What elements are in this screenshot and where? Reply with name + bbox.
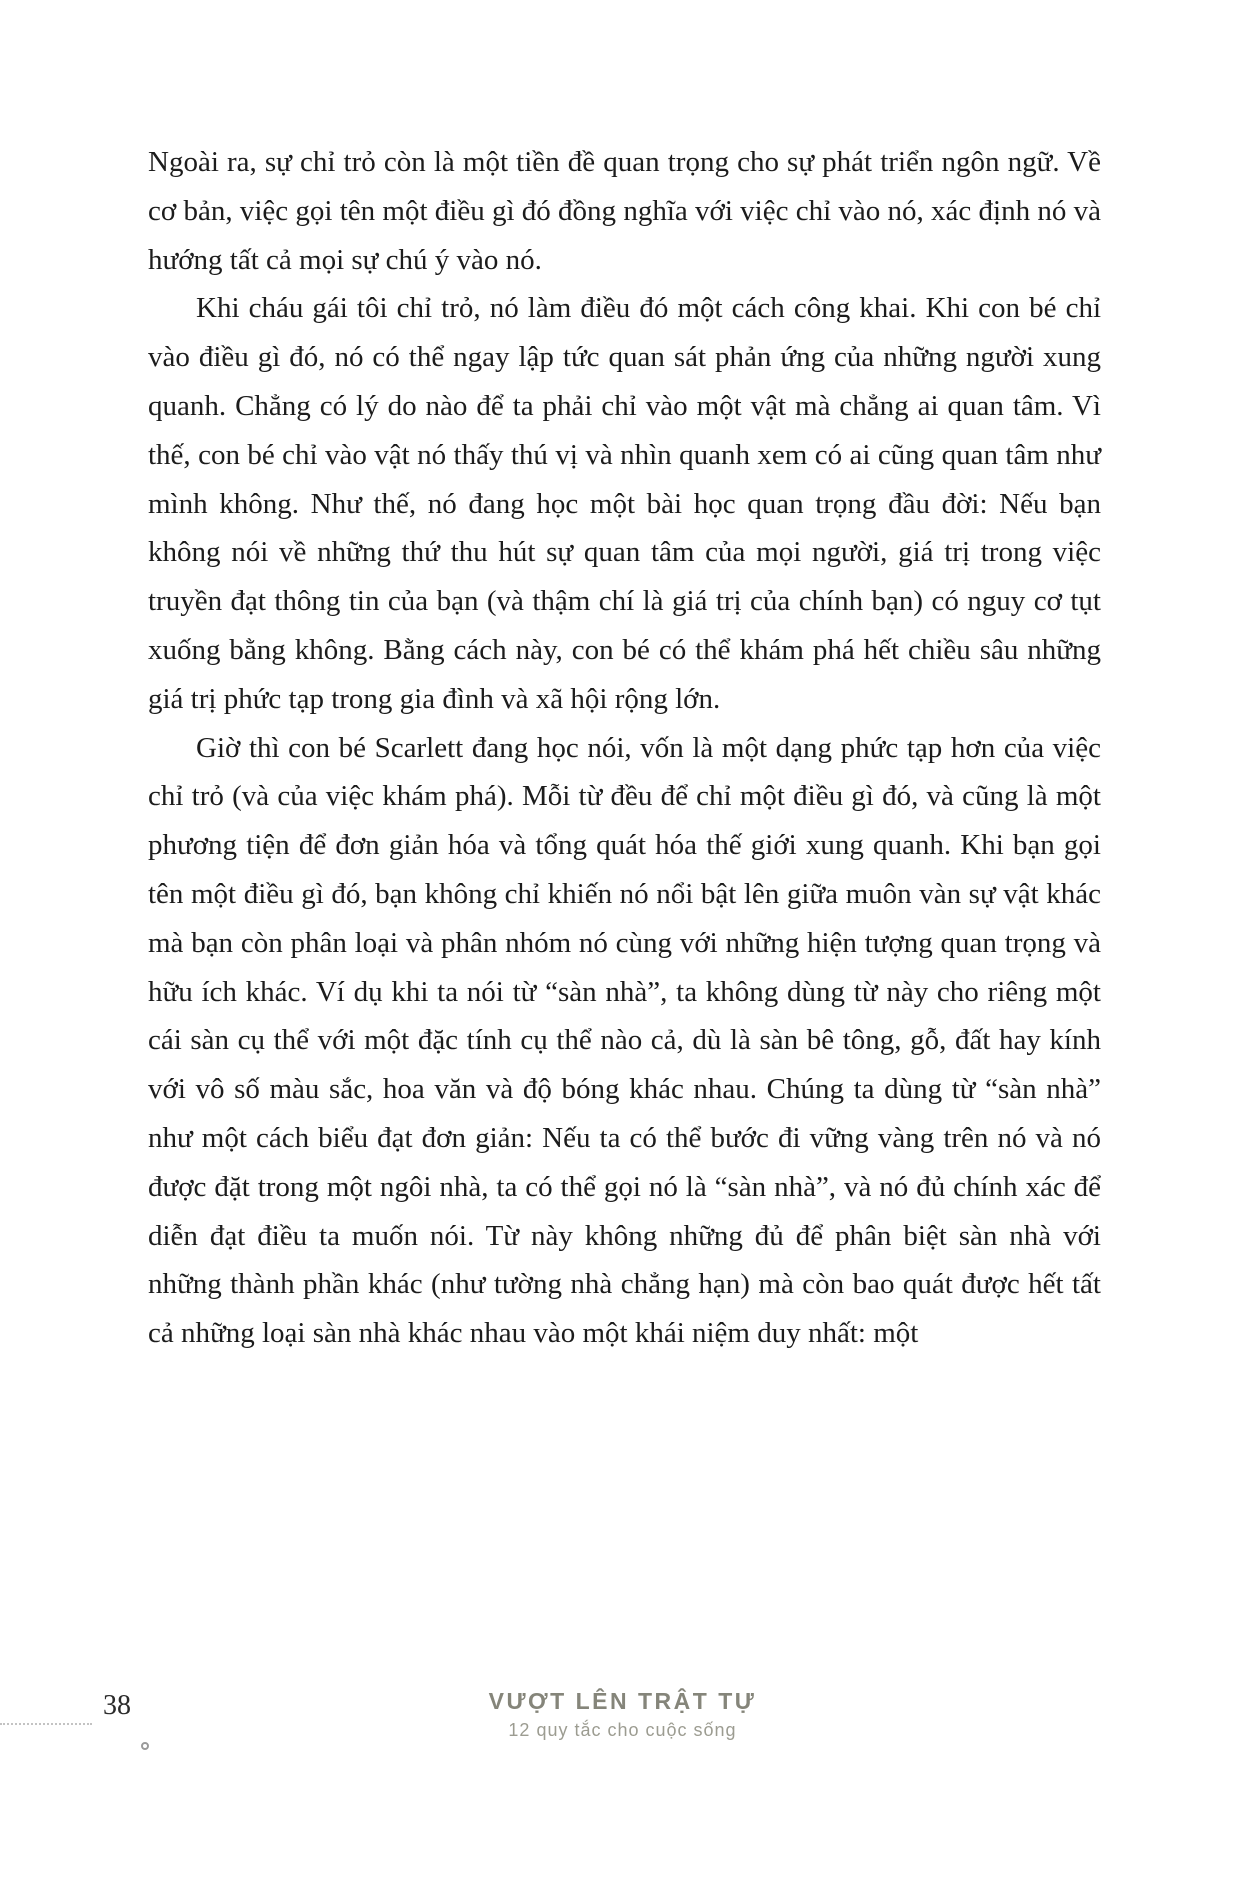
- page-footer: [0, 1680, 1245, 1770]
- body-text-block: [148, 138, 1101, 1358]
- book-title: VƯỢT LÊN TRẬT TỰ: [488, 1688, 757, 1714]
- footer-running-title: [0, 1688, 1245, 1741]
- corner-ring-mark: [141, 1742, 149, 1750]
- page-number: 38: [103, 1690, 131, 1721]
- book-subtitle: 12 quy tắc cho cuộc sống: [508, 1720, 737, 1740]
- body-paragraph: Khi cháu gái tôi chỉ trỏ, nó làm điều đó một cách công khai. Khi con bé chỉ vào điều gì đó, nó có thể ngay lập tức quan sát phản ứng của những người xung quanh. Chẳng có lý do nào để ta phải chỉ vào một vật mà chẳng ai quan tâm. Vì thế, con bé chỉ vào vật nó thấy thú vị và nhìn quanh xem có ai cũng quan tâm như mình không. Như thế, nó đang học một bài học quan trọng đầu đời: Nếu bạn không nói về những thứ thu hút sự quan tâm của mọi người, giá trị trong việc truyền đạt thông tin của bạn (và thậm chí là giá trị của chính bạn) có nguy cơ tụt xuống bằng không. Bằng cách này, con bé có thể khám phá hết chiều sâu những giá trị phức tạp trong gia đình và xã hội rộng lớn.: [148, 292, 1101, 715]
- body-paragraph: Giờ thì con bé Scarlett đang học nói, vốn là một dạng phức tạp hơn của việc chỉ trỏ (và của việc khám phá). Mỗi từ đều để chỉ một điều gì đó, và cũng là một phương tiện để đơn giản hóa và tổng quát hóa thế giới xung quanh. Khi bạn gọi tên một điều gì đó, bạn không chỉ khiến nó nổi bật lên giữa muôn vàn sự vật khác mà bạn còn phân loại và phân nhóm nó cùng với những hiện tượng quan trọng và hữu ích khác. Ví dụ khi ta nói từ “sàn nhà”, ta không dùng từ này cho riêng một cái sàn cụ thể với một đặc tính cụ thể nào cả, dù là sàn bê tông, gỗ, đất hay kính với vô số màu sắc, hoa văn và độ bóng khác nhau. Chúng ta dùng từ “sàn nhà” như một cách biểu đạt đơn giản: Nếu ta có thể bước đi vững vàng trên nó và nó được đặt trong một ngôi nhà, ta có thể gọi nó là “sàn nhà”, và nó đủ chính xác để diễn đạt điều ta muốn nói. Từ này không những đủ để phân biệt sàn nhà với những thành phần khác (như tường nhà chẳng hạn) mà còn bao quát được hết tất cả những loại sàn nhà khác nhau vào một khái niệm duy nhất: một: [148, 731, 1101, 1350]
- body-paragraph: Ngoài ra, sự chỉ trỏ còn là một tiền đề quan trọng cho sự phát triển ngôn ngữ. Về cơ bản, việc gọi tên một điều gì đó đồng nghĩa với việc chỉ vào nó, xác định nó và hướng tất cả mọi sự chú ý vào nó.: [148, 146, 1101, 276]
